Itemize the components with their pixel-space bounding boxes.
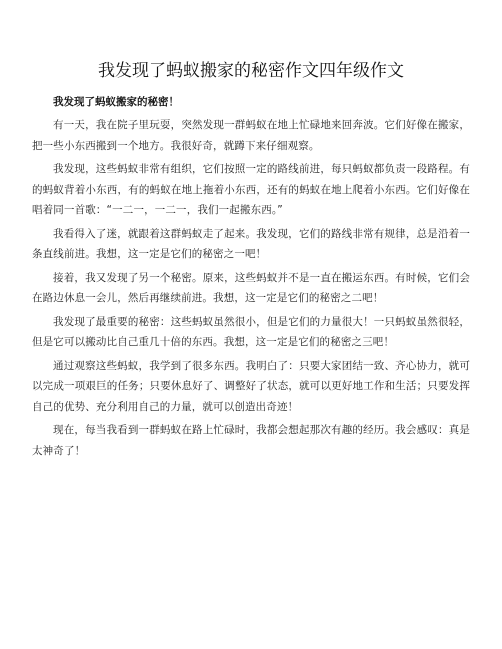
paragraph-7: 现在，每当我看到一群蚂蚁在路上忙碌时，我都会想起那次有趣的经历。我会感叹：真是太神奇了！ — [32, 424, 470, 457]
paragraph-3: 我看得入了迷，就跟着这群蚂蚁走了起来。我发现，它们的路线非常有规律，总是沿着一条直线前进。我想，这一定是它们的秘密之一吧！ — [32, 227, 470, 260]
paragraph-5: 我发现了最重要的秘密：这些蚂蚁虽然很小，但是它们的力量很大！一只蚂蚁虽然很轻，但是它可以搬动比自己重几十倍的东西。我想，这一定是它们的秘密之三吧！ — [32, 315, 470, 348]
paragraph-4: 接着，我又发现了另一个秘密。原来，这些蚂蚁并不是一直在搬运东西。有时候，它们会在路边休息一会儿，然后再继续前进。我想，这一定是它们的秘密之二吧！ — [32, 271, 470, 304]
document-subtitle: 我发现了蚂蚁搬家的秘密！ — [53, 96, 179, 108]
paragraph-1: 有一天，我在院子里玩耍，突然发现一群蚂蚁在地上忙碌地来回奔波。它们好像在搬家，把一些小东西搬到一个地方。我很好奇，就蹲下来仔细观察。 — [32, 119, 470, 152]
paragraph-2: 我发现，这些蚂蚁非常有组织，它们按照一定的路线前进，每只蚂蚁都负责一段路程。有的蚂蚁背着小东西，有的蚂蚁在地上拖着小东西，还有的蚂蚁在地上爬着小东西。它们好像在唱着同一首歌：“一二一，一二一，我们一起搬东西。” — [32, 163, 470, 216]
document-title: 我发现了蚂蚁搬家的秘密作文四年级作文 — [98, 61, 404, 81]
document-body — [32, 92, 470, 464]
paragraph-6: 通过观察这些蚂蚁，我学到了很多东西。我明白了：只要大家团结一致、齐心协力，就可以完成一项艰巨的任务；只要休息好了、调整好了状态，就可以更好地工作和生活；只要发挥自己的优势、充分利用自己的力量，就可以创造出奇迹！ — [32, 359, 470, 413]
